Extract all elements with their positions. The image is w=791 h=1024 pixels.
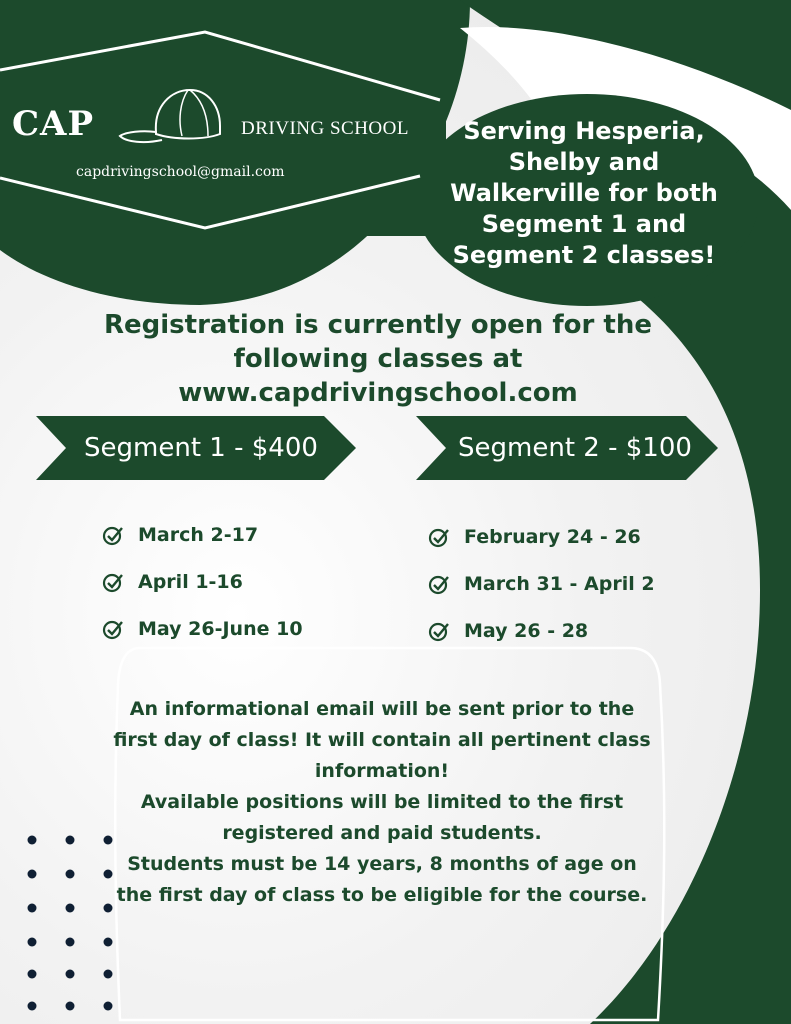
check-circle-icon — [428, 573, 450, 595]
info-text — [110, 694, 654, 911]
check-circle-icon — [428, 620, 450, 642]
date-text: May 26-June 10 — [138, 617, 303, 640]
check-circle-icon — [102, 618, 124, 640]
age-note: Students must be 14 years, 8 months of age on the first day of class to be eligible for the course. — [116, 853, 648, 906]
brand-subtitle: DRIVING SCHOOL — [241, 118, 409, 139]
decorative-dot-grid — [24, 830, 124, 1020]
list-item — [102, 511, 303, 558]
segment-1-label: Segment 1 - $400 — [84, 433, 318, 463]
segment-1-dates — [102, 511, 303, 652]
registration-website: www.capdrivingschool.com — [178, 378, 578, 408]
registration-heading — [88, 308, 668, 410]
serving-areas-text: Serving Hesperia, Shelby and Walkerville for both Segment 1 and Segment 2 classes! — [450, 117, 718, 269]
segment-2-label: Segment 2 - $100 — [458, 433, 692, 463]
baseball-cap-icon — [116, 84, 228, 154]
brand-name: CAP — [12, 104, 95, 144]
list-item — [428, 560, 655, 607]
date-text: April 1-16 — [138, 570, 243, 593]
date-text: May 26 - 28 — [464, 619, 589, 642]
check-circle-icon — [428, 526, 450, 548]
registration-line-2: following classes at — [233, 344, 523, 374]
list-item — [428, 513, 655, 560]
date-text: February 24 - 26 — [464, 525, 641, 548]
date-text: March 2-17 — [138, 523, 259, 546]
check-circle-icon — [102, 571, 124, 593]
brand-email: capdrivingschool@gmail.com — [76, 164, 285, 180]
email-note: An informational email will be sent prior to the first day of class! It will contain all pertinent class information! — [113, 698, 651, 782]
list-item — [102, 558, 303, 605]
date-text: March 31 - April 2 — [464, 572, 655, 595]
segment-2-dates — [428, 513, 655, 654]
registration-line-1: Registration is currently open for the — [104, 310, 652, 340]
check-circle-icon — [102, 524, 124, 546]
positions-note: Available positions will be limited to the first registered and paid students. — [140, 791, 624, 844]
